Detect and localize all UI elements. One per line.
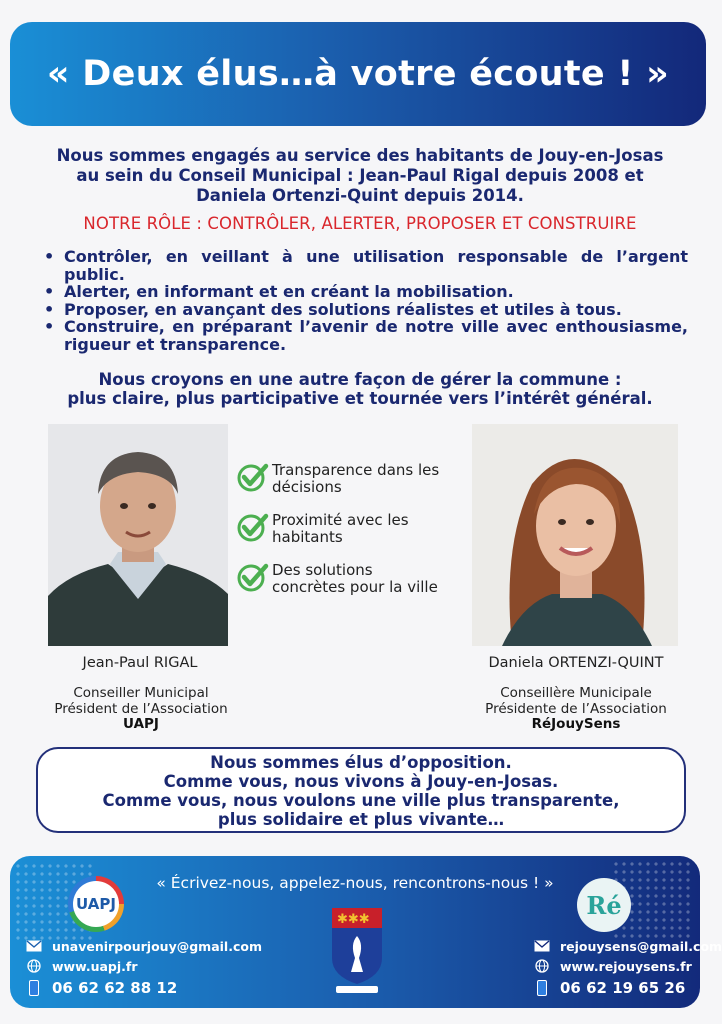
- benefit-text-line: concrètes pour la ville: [272, 578, 438, 596]
- person-title: Conseillère Municipale: [500, 685, 652, 701]
- intro-line: Nous sommes engagés au service des habitants de Jouy-en-Josas: [56, 146, 664, 165]
- header-banner: [10, 22, 706, 126]
- contact-email[interactable]: [26, 936, 262, 956]
- check-circle-icon: [236, 560, 270, 594]
- portrait-jean-paul-rigal: [48, 424, 228, 646]
- benefit-item: [236, 462, 476, 512]
- person-role-left: [26, 686, 256, 733]
- email-text: rejouysens@gmail.com: [560, 938, 722, 954]
- contact-web[interactable]: [534, 956, 722, 976]
- page-title: « Deux élus…à votre écoute ! »: [46, 54, 670, 94]
- footer-contact-banner: [10, 856, 722, 1008]
- phone-text: 06 62 62 88 12: [52, 979, 178, 997]
- contact-phone[interactable]: [26, 976, 262, 1000]
- rejouysens-logo-text: Ré: [586, 890, 622, 920]
- opposition-line: Comme vous, nous voulons une ville plus transparente,: [102, 791, 620, 810]
- benefit-item: [236, 562, 476, 612]
- belief-line: Nous croyons en une autre façon de gérer la commune :: [98, 370, 622, 389]
- phone-icon: [534, 980, 550, 996]
- role-item-alerter: • Alerter, en informant et en créant la mobilisation.: [40, 283, 688, 301]
- footer-slogan: « Écrivez-nous, appelez-nous, rencontrons-nous ! »: [156, 874, 554, 892]
- phone-text: 06 62 19 65 26: [560, 979, 686, 997]
- opposition-box: [36, 747, 686, 833]
- opposition-line: Comme vous, nous vivons à Jouy-en-Josas.: [163, 772, 559, 791]
- contacts-uapj: [26, 936, 262, 1000]
- benefit-text-line: Des solutions: [272, 561, 373, 579]
- mail-icon: [534, 938, 550, 954]
- person-org: RéJouySens: [531, 716, 621, 732]
- check-circle-icon: [236, 460, 270, 494]
- benefit-text-line: décisions: [272, 478, 342, 496]
- benefit-item: [236, 512, 476, 562]
- contact-email[interactable]: [534, 936, 722, 956]
- uapj-logo: [68, 876, 124, 932]
- role-item-proposer: • Proposer, en avançant des solutions réalistes et utiles à tous.: [40, 301, 688, 319]
- opposition-line: Nous sommes élus d’opposition.: [210, 753, 512, 772]
- check-circle-icon: [236, 510, 270, 544]
- person-org: UAPJ: [123, 716, 159, 732]
- mail-icon: [26, 938, 42, 954]
- jouy-en-josas-crest-icon: [328, 906, 386, 994]
- opposition-line: plus solidaire et plus vivante…: [217, 810, 505, 829]
- person-role-right: [458, 686, 694, 733]
- svg-text:✱✱✱: ✱✱✱: [337, 912, 370, 927]
- person-association: Présidente de l’Association: [485, 700, 667, 717]
- role-section-title: NOTRE RÔLE : CONTRÔLER, ALERTER, PROPOSER ET CONSTRUIRE: [83, 214, 637, 233]
- portrait-daniela-ortenzi-quint: [472, 424, 678, 646]
- portrait-man-image: [48, 424, 228, 646]
- website-text: www.uapj.fr: [52, 958, 138, 974]
- benefits-list: [236, 462, 476, 612]
- rejouysens-logo: [577, 878, 631, 932]
- belief-statement: [20, 370, 700, 408]
- uapj-logo-text: UAPJ: [76, 895, 116, 913]
- person-name-left: Jean-Paul RIGAL: [82, 655, 198, 671]
- contact-web[interactable]: [26, 956, 262, 976]
- email-text: unavenirpourjouy@gmail.com: [52, 938, 262, 954]
- website-text: www.rejouysens.fr: [560, 958, 692, 974]
- role-item-controler: • Contrôler, en veillant à une utilisation responsable de l’argent public.: [40, 248, 688, 283]
- person-name-right: Daniela ORTENZI-QUINT: [488, 655, 664, 671]
- contacts-rejouysens: [534, 936, 722, 1000]
- intro-line: au sein du Conseil Municipal : Jean-Paul Rigal depuis 2008 et: [76, 166, 644, 185]
- benefit-text-line: Proximité avec les: [272, 511, 409, 529]
- intro-line: Daniela Ortenzi-Quint depuis 2014.: [196, 186, 524, 205]
- globe-icon: [534, 958, 550, 974]
- person-title: Conseiller Municipal: [73, 685, 209, 701]
- intro-text: [20, 146, 700, 206]
- benefit-text-line: Transparence dans les: [272, 461, 440, 479]
- person-association: Président de l’Association: [54, 700, 228, 717]
- globe-icon: [26, 958, 42, 974]
- belief-line: plus claire, plus participative et tournée vers l’intérêt général.: [67, 389, 653, 408]
- portrait-woman-image: [472, 424, 678, 646]
- role-list: [40, 248, 688, 353]
- role-item-construire: • Construire, en préparant l’avenir de notre ville avec enthousiasme, rigueur et transparence.: [40, 318, 688, 353]
- contact-phone[interactable]: [534, 976, 722, 1000]
- benefit-text-line: habitants: [272, 528, 343, 546]
- phone-icon: [26, 980, 42, 996]
